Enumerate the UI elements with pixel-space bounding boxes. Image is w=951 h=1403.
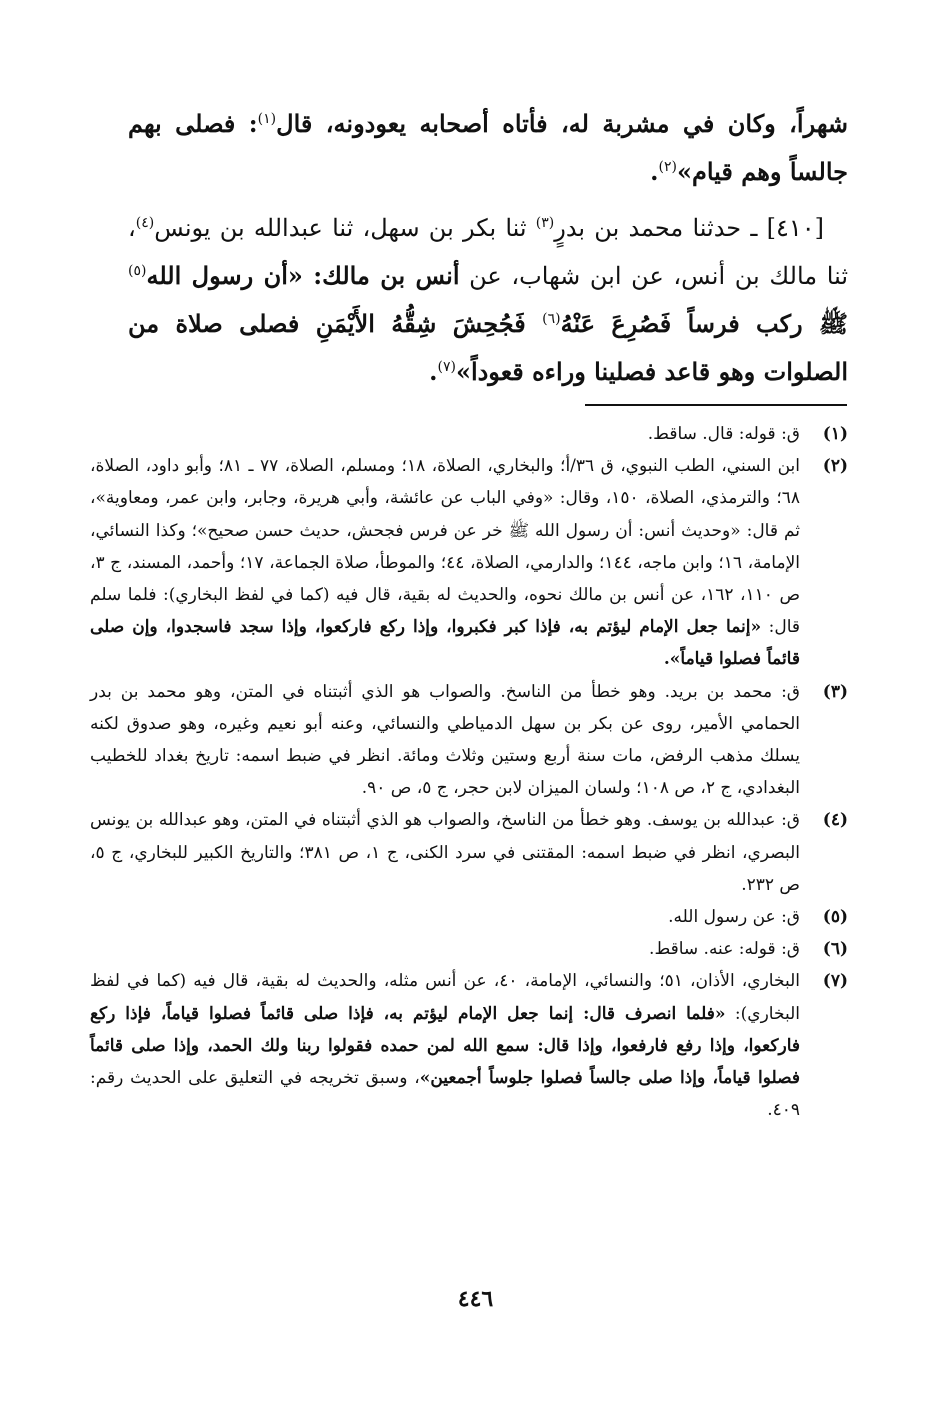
footnote-ref-3[interactable]: (٣) bbox=[535, 215, 555, 231]
footnote-text: ق: محمد بن بريد. وهو خطأ من الناسخ. والصواب هو الذي أثبتناه في المتن، وهو محمد بن بدر الحمامي الأمير، روى عن بكر بن سهل الدمياطي والنسائي، وعنه أبو نعيم وغيره، وهو صدوق لكنه يسلك مذهب الرفض، مات سنة أربع وستين وثلاث ومائة. انظر في ضبط اسمه: تاريخ بغداد للخطيب البغدادي، ج ٢، ص ١٠٨؛ ولسان الميزان لابن حجر، ج ٥، ص ٩٠. bbox=[90, 681, 800, 799]
footnote-text-container bbox=[90, 965, 800, 1126]
footnote-ref-6[interactable]: (٦) bbox=[542, 311, 561, 327]
matn-text-a: أنس بن مالك: «أن رسول الله bbox=[146, 261, 460, 290]
footnote-2 bbox=[90, 450, 848, 675]
isnad-text-a: ـ حدثنا محمد بن بدرٍ bbox=[554, 214, 767, 242]
footnote-text: ق: عبدالله بن يوسف. وهو خطأ من الناسخ، والصواب هو الذي أثبتناه في المتن، وهو عبدالله بن يونس البصري، انظر في ضبط اسمه: المقتنى في سرد الكنى، ج ١، ص ٣٨١؛ والتاريخ الكبير للبخاري، ج ٥، ص ٢٣٢. bbox=[90, 810, 801, 895]
footnote-number: (٣) bbox=[822, 681, 848, 702]
footnote-text: ق: قوله: قال. ساقط. bbox=[647, 424, 800, 444]
footnote-number: (٢) bbox=[822, 456, 848, 477]
hadith-number: [٤١٠] bbox=[766, 214, 824, 242]
hadith-410-paragraph bbox=[128, 204, 848, 396]
footnote-number: (١) bbox=[822, 424, 848, 444]
footnote-text-container bbox=[90, 450, 800, 675]
isnad-text-c: ، ثنا مالك بن أنس، عن ابن شهاب، عن bbox=[128, 214, 849, 290]
footnote-text: ق: قوله: عنه. ساقط. bbox=[649, 939, 800, 960]
page-number: ٤٤٦ bbox=[457, 1286, 494, 1312]
paragraph-1-text-a: شهراً، وكان في مشربة له، فأتاه أصحابه يعودونه، قال bbox=[276, 109, 848, 138]
footnote-quote: «إنما جعل الإمام ليؤتم به، فإذا كبر فكبروا، وإذا ركع فاركعوا، وإذا سجد فاسجدوا، وإن صلى قائماً فصلوا قياماً». bbox=[90, 617, 800, 670]
footnote-7 bbox=[90, 965, 848, 1126]
footnote-tail: ، وسبق تخريجه في التعليق على الحديث رقم: ٤٠٩. bbox=[90, 1068, 800, 1121]
matn-text-b: ﷺ ركب فرساً فَصُرِعَ عَنْهُ bbox=[560, 309, 848, 338]
isnad-text-b: ثنا بكر بن سهل، ثنا عبدالله بن يونس bbox=[154, 214, 536, 242]
footnote-text: ابن السني، الطب النبوي، ق ٣٦/أ؛ والبخاري، الصلاة، ١٨؛ ومسلم، الصلاة، ٧٧ ـ ٨١؛ وأبو داود، الصلاة، ٦٨؛ والترمذي، الصلاة، ١٥٠، وقال: «وفي الباب عن عائشة، وأبي هريرة، وجابر، وابن عمر، ومعاوية»، ثم قال: «وحديث أنس: أن رسول الله ﷺ خر عن فرس فجحش، حديث حسن صحيح»؛ وكذا النسائي، الإمامة، ١٦؛ وابن ماجه، ١٤٤؛ والدارمي، الصلاة، ٤٤؛ والموطأ، صلاة الجماعة، ١٧؛ وأحمد، المسند، ج ٣، ص ١١٠، ١٦٢، عن أنس بن مالك نحوه، والحديث له بقية، قال فيه (كما في لفظ البخاري): فلما سلم قال: bbox=[90, 456, 801, 638]
footnote-4 bbox=[90, 804, 848, 901]
footnote-number: (٥) bbox=[822, 907, 848, 928]
matn-text-c: فَجُحِشَ شِقُّهُ الأَيْمَنِ فصلى صلاة من الصلوات وهو قاعد فصلينا وراءه قعوداً» bbox=[128, 309, 848, 386]
paragraph-1-text-c: . bbox=[650, 157, 659, 186]
footnote-number: (٦) bbox=[822, 939, 848, 960]
footnote-ref-5[interactable]: (٥) bbox=[128, 263, 147, 279]
footnote-number: (٧) bbox=[822, 971, 848, 992]
footnote-text: البخاري، الأذان، ٥١؛ والنسائي، الإمامة، ٤٠، عن أنس مثله، والحديث له بقية، قال فيه (كما في لفظ البخاري): bbox=[90, 971, 800, 1024]
footnotes bbox=[90, 418, 848, 1126]
footnote-separator bbox=[585, 404, 847, 406]
paragraph-continuation bbox=[128, 100, 848, 196]
footnote-ref-7[interactable]: (٧) bbox=[437, 359, 456, 375]
footnote-number: (٤) bbox=[822, 810, 848, 831]
footnote-ref-4[interactable]: (٤) bbox=[135, 215, 155, 231]
footnote-ref-2[interactable]: (٢) bbox=[658, 159, 677, 175]
footnote-quote: «فلما انصرف قال: إنما جعل الإمام ليؤتم به، فإذا صلى قائماً فصلوا قياماً، فإذا ركع فاركعوا، وإذا رفع فارفعوا، وإذا قال: سمع الله لمن حمده فقولوا ربنا ولك الحمد، وإذا صلى قائماً فصلوا قياماً، وإذا صلى جالساً فصلوا جلوساً أجمعين» bbox=[90, 1003, 800, 1089]
footnote-ref-1[interactable]: (١) bbox=[257, 111, 277, 127]
main-text bbox=[128, 100, 848, 396]
footnote-6 bbox=[90, 933, 848, 965]
footnote-text: ق: عن رسول الله. bbox=[668, 907, 800, 928]
footnote-1 bbox=[90, 418, 848, 450]
paragraph-1-text-b: : فصلى بهم جالساً وهم قيام» bbox=[128, 109, 848, 186]
paragraph-2-end: . bbox=[429, 357, 438, 386]
footnote-5 bbox=[90, 901, 848, 933]
footnote-3 bbox=[90, 676, 848, 805]
